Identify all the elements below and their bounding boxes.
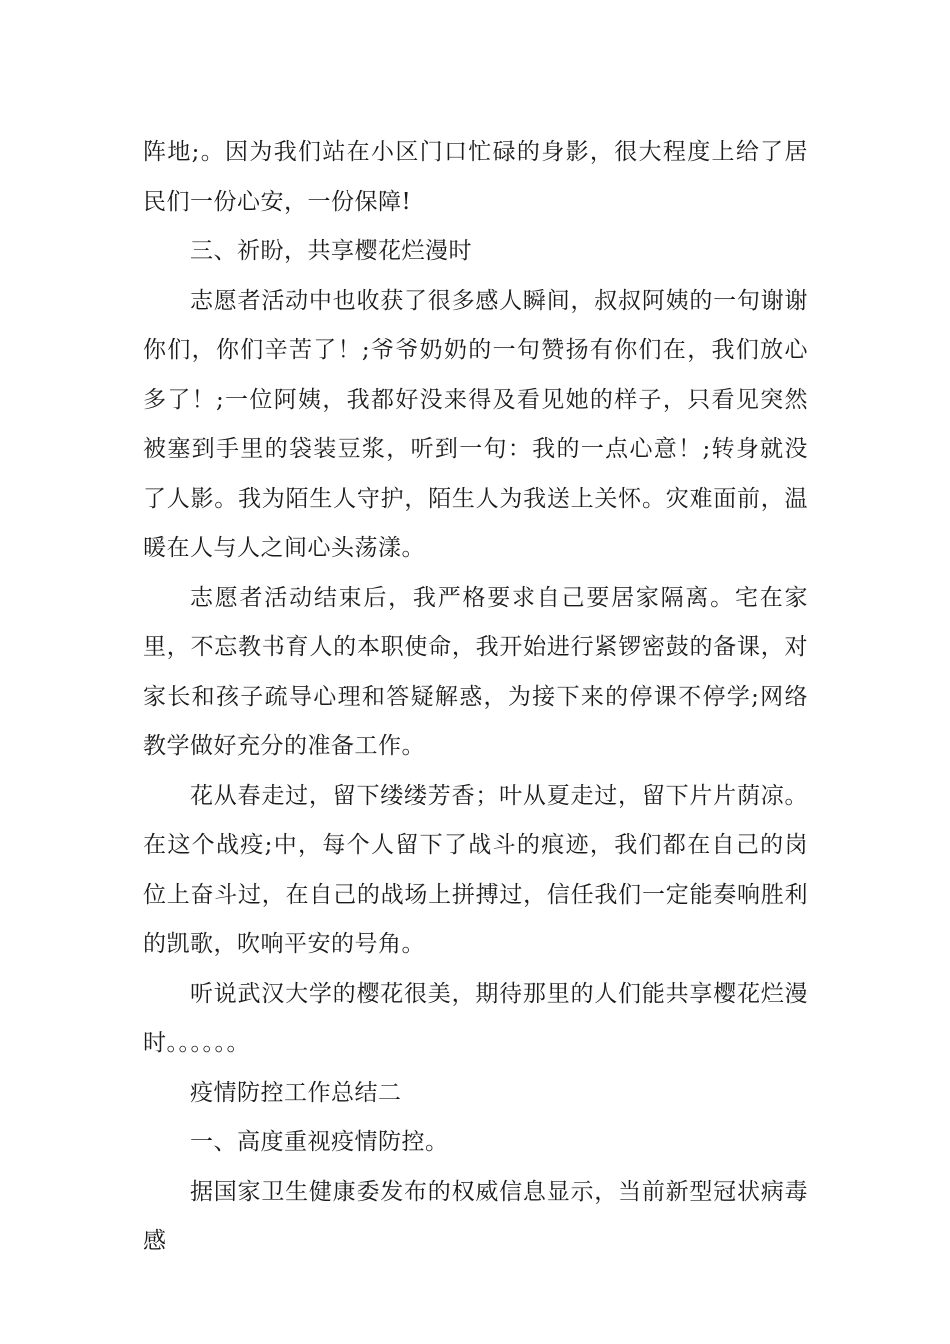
section-heading-1: 一、高度重视疫情防控。 xyxy=(190,1129,449,1155)
paragraph-1: 阵地;。因为我们站在小区门口忙碌的身影，很大程度上给了居民们一份心安，一份保障! xyxy=(143,139,808,215)
section-heading-3: 三、祈盼，共享樱花烂漫时 xyxy=(190,238,472,264)
paragraph-2: 志愿者活动中也收获了很多感人瞬间，叔叔阿姨的一句谢谢你们，你们辛苦了！;爷爷奶奶的一句赞扬有你们在，我们放心多了！;一位阿姨，我都好没来得及看见她的样子，只看见突然被塞到手里的袋装豆浆，听到一句：我的一点心意！;转身就没了人影。我为陌生人守护，陌生人为我送上关怀。灾难面前，温暖在人与人之间心头荡漾。 xyxy=(143,287,808,561)
document-title-2: 疫情防控工作总结二 xyxy=(190,1079,402,1106)
paragraph-5: 听说武汉大学的樱花很美，期待那里的人们能共享樱花烂漫时。。。。。。 xyxy=(143,980,808,1056)
document-body xyxy=(143,128,808,1267)
paragraph-6: 据国家卫生健康委发布的权威信息显示，当前新型冠状病毒感 xyxy=(143,1178,808,1254)
paragraph-4: 花从春走过，留下缕缕芳香；叶从夏走过，留下片片荫凉。在这个战疫;中，每个人留下了战斗的痕迹，我们都在自己的岗位上奋斗过，在自己的战场上拼搏过，信任我们一定能奏响胜利的凯歌，吹响平安的号角。 xyxy=(143,782,808,957)
paragraph-3: 志愿者活动结束后，我严格要求自己要居家隔离。宅在家里，不忘教书育人的本职使命，我开始进行紧锣密鼓的备课，对家长和孩子疏导心理和答疑解惑，为接下来的停课不停学;网络教学做好充分的准备工作。 xyxy=(143,584,808,759)
